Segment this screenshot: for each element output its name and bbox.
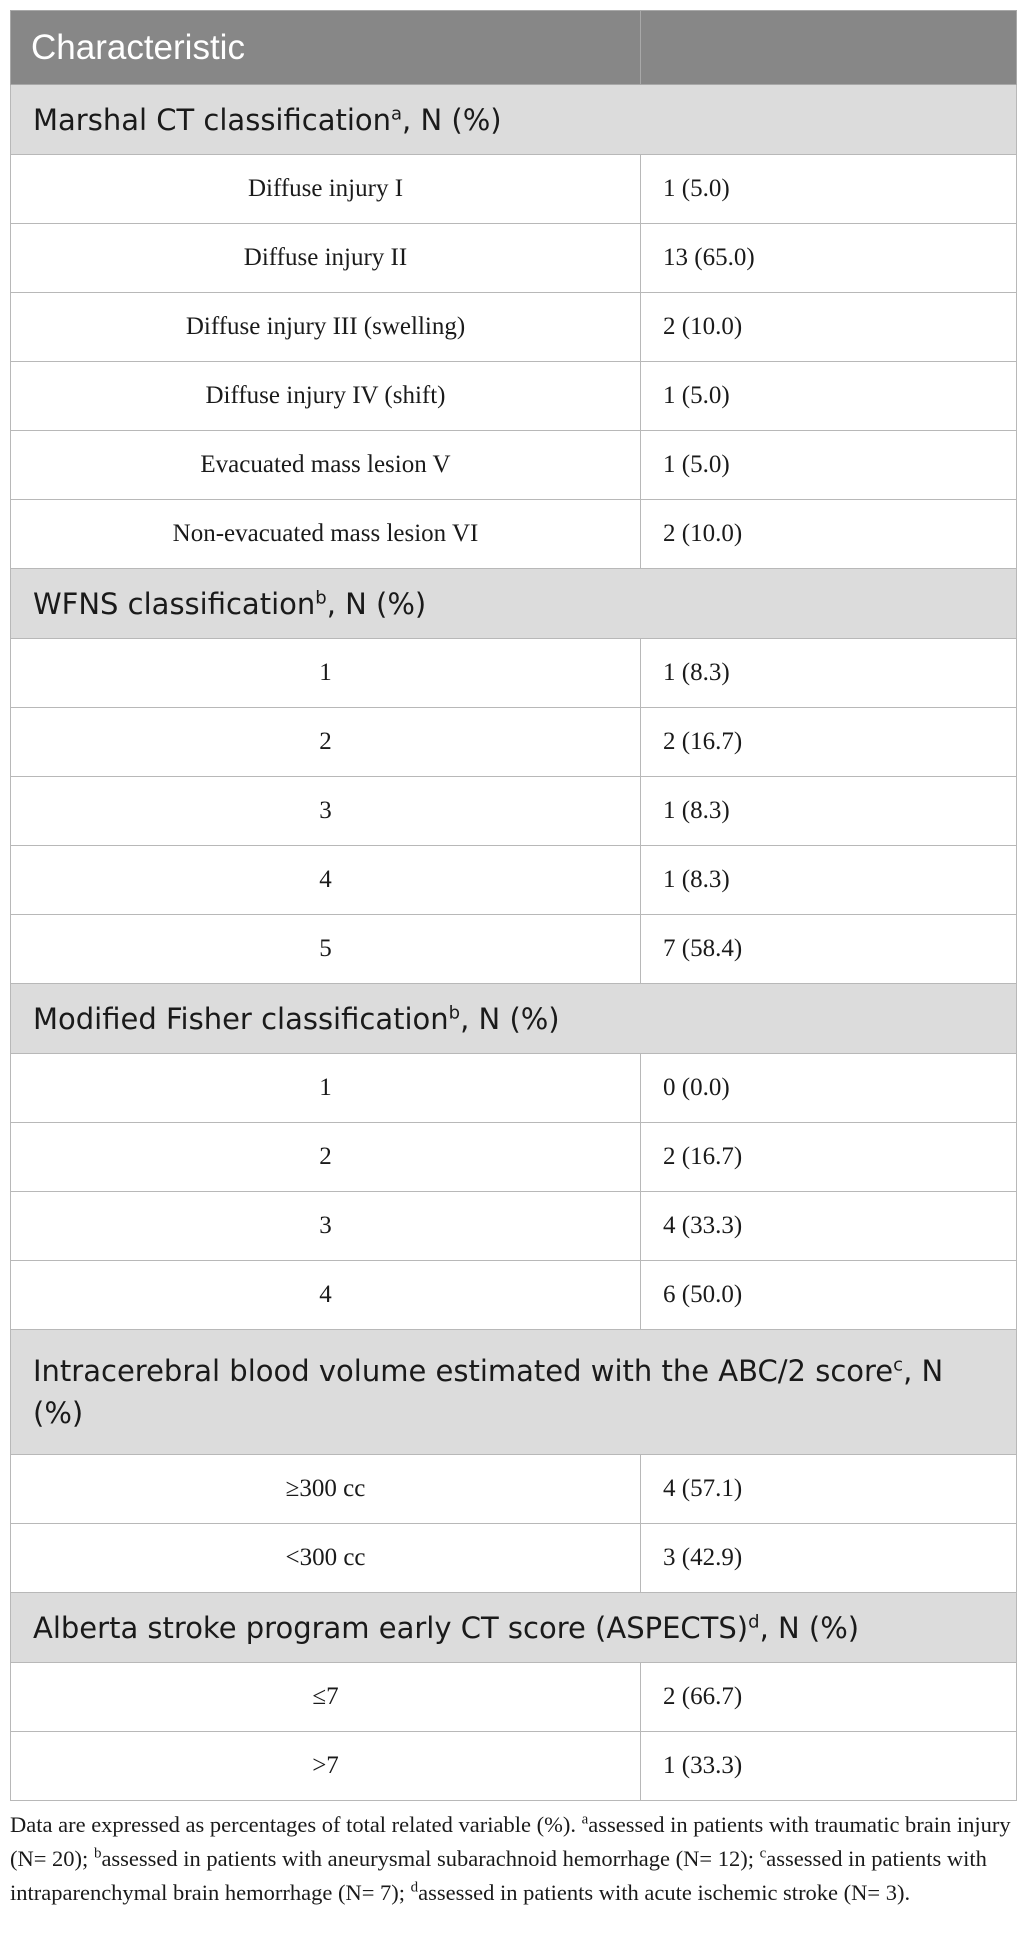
row-value: 1 (5.0): [641, 155, 1017, 224]
row-value: 2 (16.7): [641, 1123, 1017, 1192]
characteristics-table: [10, 10, 1017, 1801]
table-row: [11, 362, 1017, 431]
section-title: [11, 984, 1017, 1054]
table-footnote: [10, 1808, 1016, 1910]
section-title-suffix: , N (%): [326, 586, 427, 621]
section-title: [11, 1593, 1017, 1663]
table-row: [11, 293, 1017, 362]
table-row: [11, 846, 1017, 915]
row-value: 6 (50.0): [641, 1261, 1017, 1330]
section-header-row: [11, 85, 1017, 155]
section-header-row: [11, 569, 1017, 639]
table-row: [11, 500, 1017, 569]
section-header-row: [11, 1330, 1017, 1455]
row-label: <300 cc: [11, 1524, 641, 1593]
footnote-marker: a: [581, 1811, 589, 1828]
row-value: 1 (5.0): [641, 362, 1017, 431]
table-row: [11, 431, 1017, 500]
section-footnote-marker: b: [315, 586, 327, 608]
table-row: [11, 1663, 1017, 1732]
row-value: 3 (42.9): [641, 1524, 1017, 1593]
section-title: [11, 569, 1017, 639]
row-label: 3: [11, 777, 641, 846]
row-label: 2: [11, 1123, 641, 1192]
row-label: 4: [11, 846, 641, 915]
row-value: 1 (33.3): [641, 1732, 1017, 1801]
row-label: Diffuse injury III (swelling): [11, 293, 641, 362]
row-label: 4: [11, 1261, 641, 1330]
footnote-marker: b: [93, 1845, 102, 1862]
row-value: 7 (58.4): [641, 915, 1017, 984]
section-title: [11, 1330, 1017, 1455]
row-value: 13 (65.0): [641, 224, 1017, 293]
table-body: [11, 85, 1017, 1801]
section-title-text: Modified Fisher classification: [33, 1001, 449, 1036]
row-label: 3: [11, 1192, 641, 1261]
row-label: Diffuse injury IV (shift): [11, 362, 641, 431]
row-label: 2: [11, 708, 641, 777]
section-header-row: [11, 984, 1017, 1054]
section-footnote-marker: b: [448, 1001, 461, 1023]
footnote-text: assessed in patients with traumatic brain injury (N= 20);: [10, 1812, 1011, 1871]
footnote-text: assessed in patients with aneurysmal subarachnoid hemorrhage (N= 12);: [101, 1846, 760, 1871]
row-value: 2 (10.0): [641, 500, 1017, 569]
footnote-marker: d: [410, 1879, 419, 1896]
row-value: 2 (66.7): [641, 1663, 1017, 1732]
row-label: ≥300 cc: [11, 1455, 641, 1524]
section-footnote-marker: a: [391, 102, 403, 124]
header-value: [641, 11, 1017, 85]
footnote-text: assessed in patients with acute ischemic stroke (N= 3).: [418, 1880, 911, 1905]
section-footnote-marker: d: [748, 1610, 760, 1632]
section-footnote-marker: c: [893, 1354, 904, 1376]
row-value: 2 (10.0): [641, 293, 1017, 362]
table-row: [11, 1054, 1017, 1123]
row-value: 1 (5.0): [641, 431, 1017, 500]
row-value: 4 (57.1): [641, 1455, 1017, 1524]
table-row: [11, 155, 1017, 224]
row-value: 2 (16.7): [641, 708, 1017, 777]
row-value: 1 (8.3): [641, 639, 1017, 708]
table-header-row: [11, 11, 1017, 85]
section-title-text: Intracerebral blood volume estimated with the ABC/2 score: [33, 1354, 894, 1388]
footnote-intro: Data are expressed as percentages of total related variable (%).: [10, 1812, 582, 1837]
section-title-text: WFNS classification: [33, 586, 316, 621]
row-label: Diffuse injury I: [11, 155, 641, 224]
row-label: >7: [11, 1732, 641, 1801]
section-title-text: Alberta stroke program early CT score (ASPECTS): [33, 1610, 749, 1645]
section-title-suffix: , N (%): [759, 1610, 860, 1645]
header-characteristic: Characteristic: [11, 11, 641, 85]
section-title-text: Marshal CT classification: [33, 102, 392, 137]
row-value: 0 (0.0): [641, 1054, 1017, 1123]
row-label: ≤7: [11, 1663, 641, 1732]
section-title-suffix: , N (%): [460, 1001, 560, 1036]
section-title: [11, 85, 1017, 155]
row-value: 4 (33.3): [641, 1192, 1017, 1261]
table-row: [11, 1732, 1017, 1801]
table-row: [11, 1455, 1017, 1524]
footnote-marker: c: [759, 1845, 767, 1862]
row-value: 1 (8.3): [641, 777, 1017, 846]
table-row: [11, 1192, 1017, 1261]
row-value: 1 (8.3): [641, 846, 1017, 915]
row-label: 1: [11, 1054, 641, 1123]
footnote-text: assessed in patients with intraparenchymal brain hemorrhage (N= 7);: [10, 1846, 987, 1905]
row-label: 5: [11, 915, 641, 984]
section-title-suffix: , N (%): [33, 1354, 944, 1430]
table-row: [11, 639, 1017, 708]
table-row: [11, 777, 1017, 846]
row-label: Evacuated mass lesion V: [11, 431, 641, 500]
section-title-suffix: , N (%): [402, 102, 502, 137]
row-label: Non-evacuated mass lesion VI: [11, 500, 641, 569]
table-container: [10, 10, 1016, 1801]
row-label: 1: [11, 639, 641, 708]
table-row: [11, 1524, 1017, 1593]
table-row: [11, 1261, 1017, 1330]
section-header-row: [11, 1593, 1017, 1663]
table-row: [11, 1123, 1017, 1192]
table-row: [11, 224, 1017, 293]
row-label: Diffuse injury II: [11, 224, 641, 293]
table-row: [11, 708, 1017, 777]
table-row: [11, 915, 1017, 984]
